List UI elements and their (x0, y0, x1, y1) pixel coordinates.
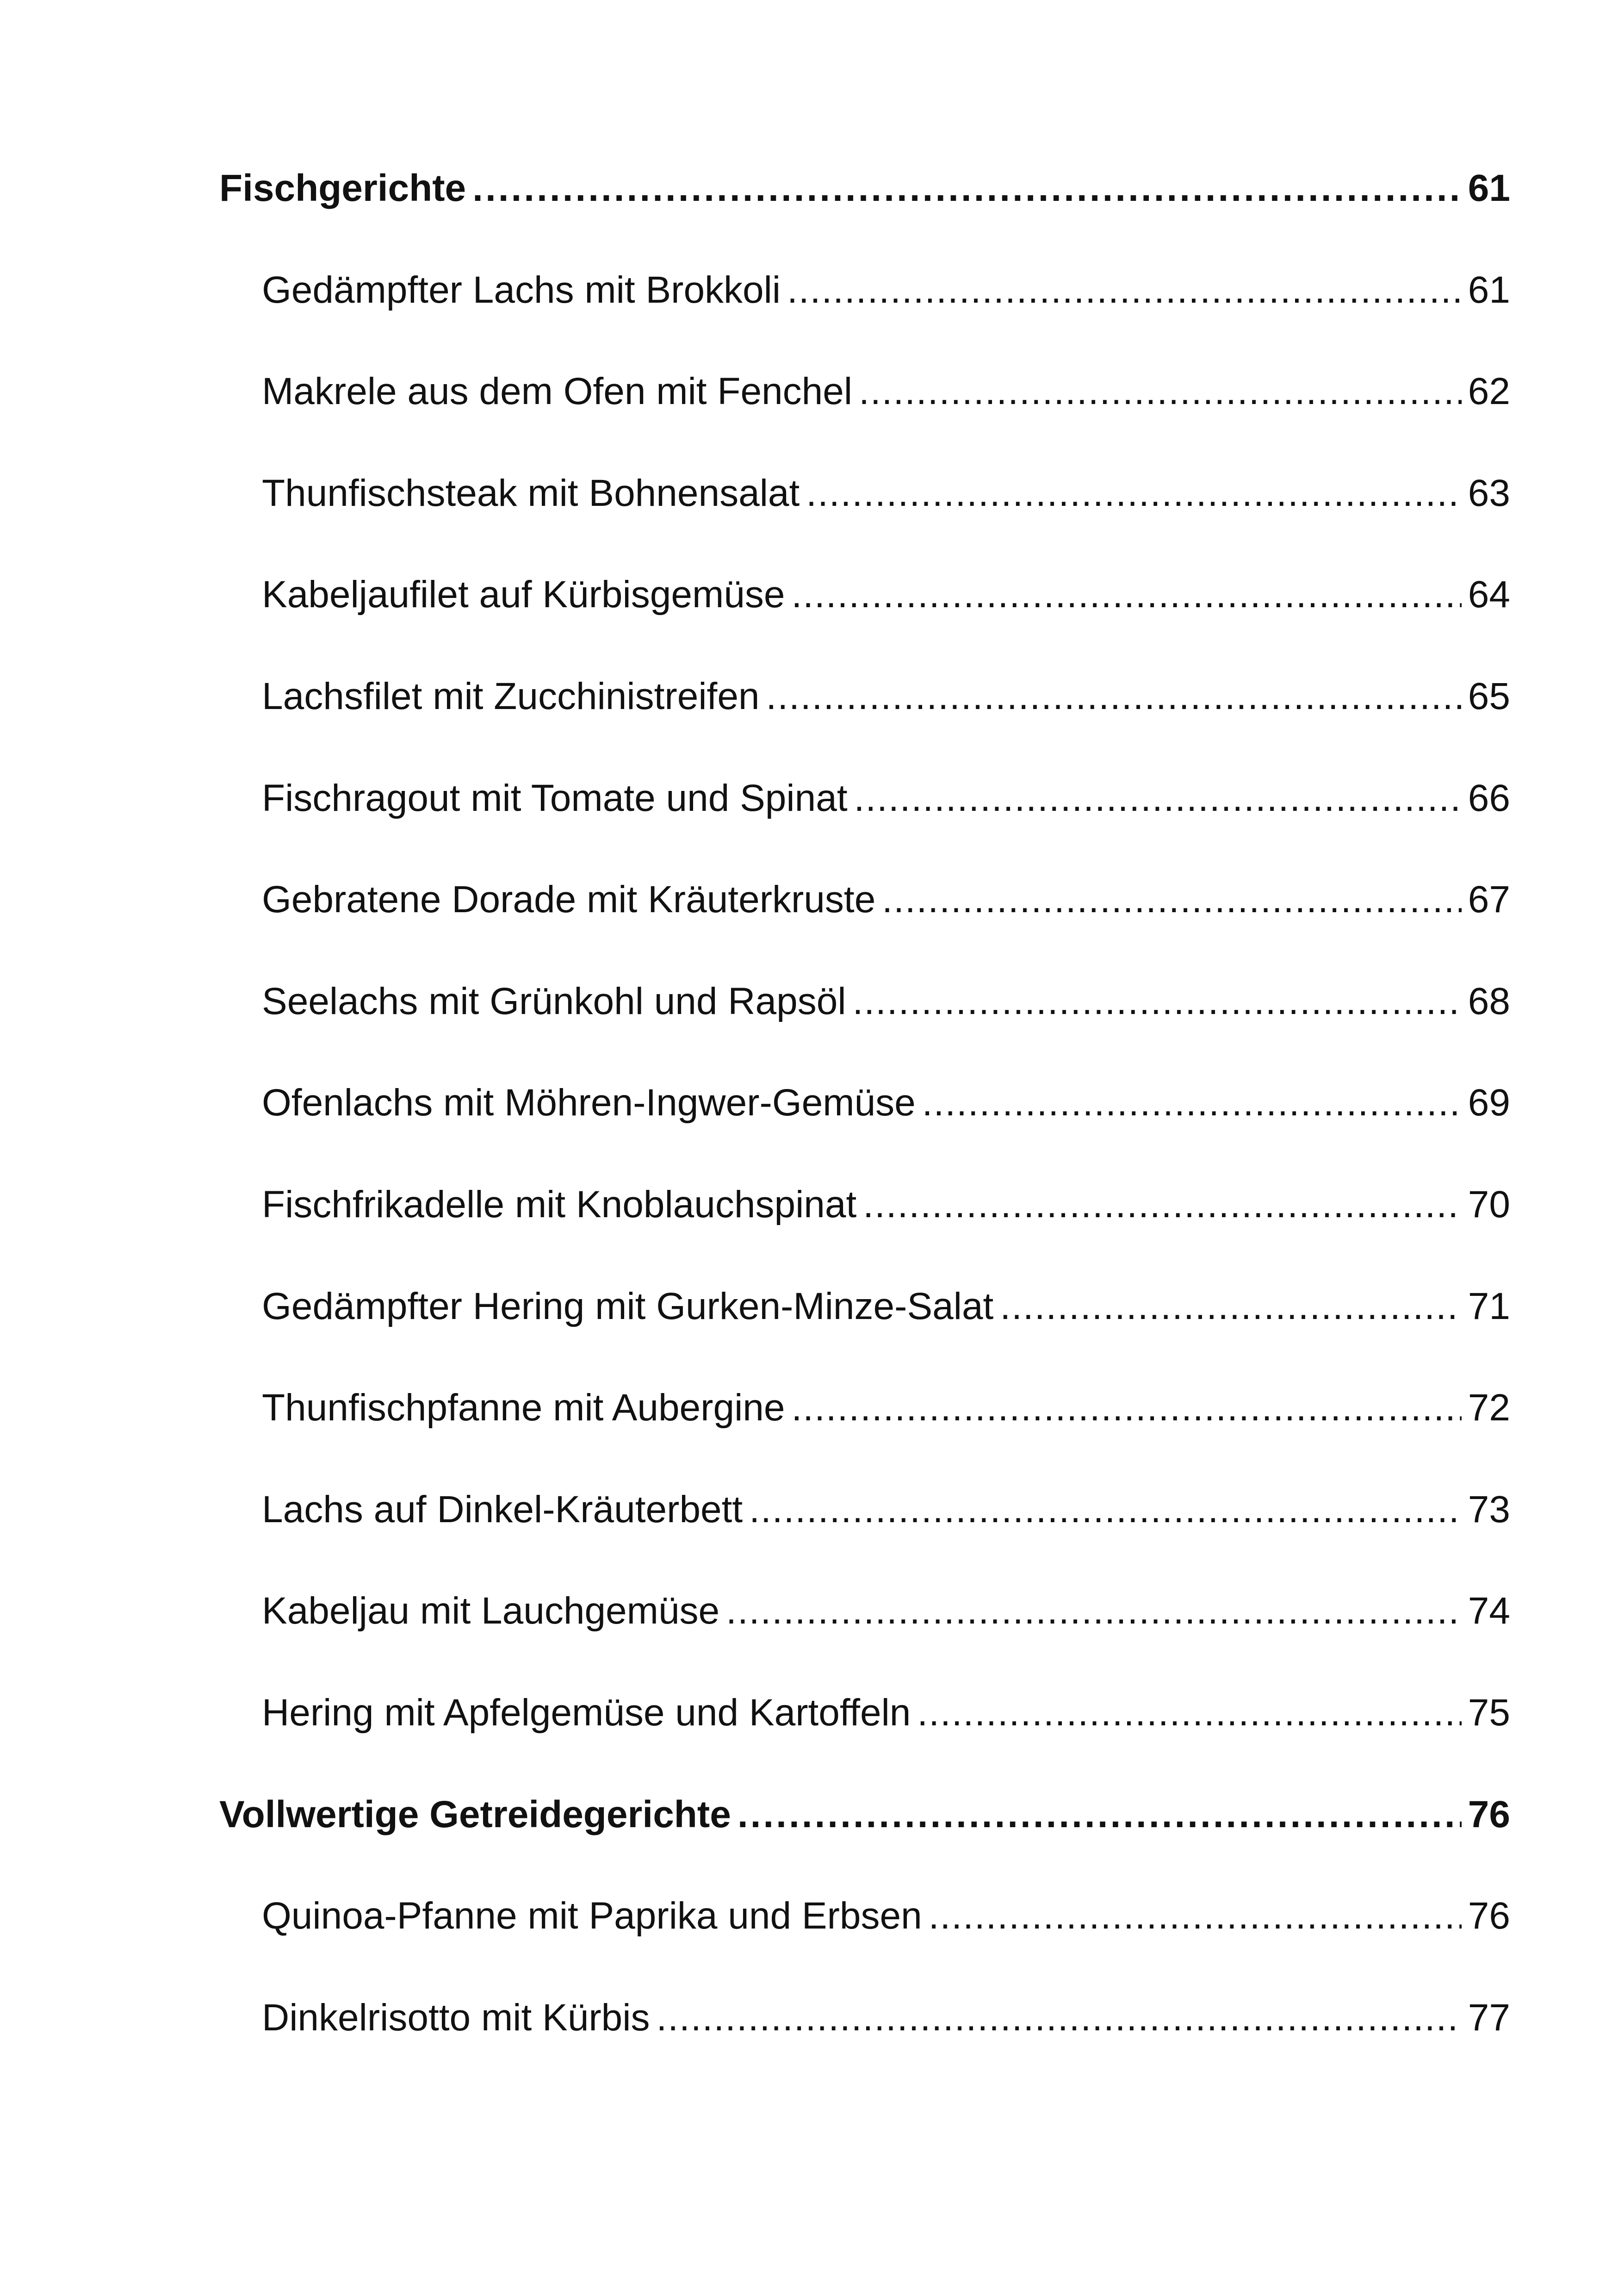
toc-entry-page: 77 (1468, 1996, 1510, 2039)
toc-entry-page: 72 (1468, 1387, 1510, 1429)
dot-leader (791, 573, 1461, 616)
toc-entry-title: Seelachs mit Grünkohl und Rapsöl (262, 980, 846, 1022)
toc-recipe-entry[interactable] (219, 1589, 1510, 1691)
toc-entry-title: Makrele aus dem Ofen mit Fenchel (262, 370, 853, 413)
dot-leader (806, 472, 1461, 515)
toc-entry-title: Gebratene Dorade mit Kräuterkruste (262, 878, 876, 921)
dot-leader (859, 370, 1462, 413)
dot-leader (929, 1894, 1462, 1938)
dot-leader (749, 1488, 1462, 1531)
dot-leader (854, 777, 1462, 820)
dot-leader (656, 1996, 1461, 2040)
toc-entry-title: Ofenlachs mit Möhren-Ingwer-Gemüse (262, 1082, 916, 1124)
toc-section-entry[interactable] (219, 167, 1510, 268)
toc-entry-page: 73 (1468, 1488, 1510, 1531)
toc-entry-title: Dinkelrisotto mit Kürbis (262, 1996, 650, 2039)
toc-entry-page: 61 (1468, 268, 1510, 311)
toc-recipe-entry[interactable] (219, 268, 1510, 370)
toc-entry-title: Hering mit Apfelgemüse und Kartoffeln (262, 1691, 911, 1734)
toc-entry-title: Fischgerichte (219, 167, 466, 209)
toc-recipe-entry[interactable] (219, 878, 1510, 980)
toc-entry-page: 64 (1468, 573, 1510, 616)
toc-entry-page: 71 (1468, 1285, 1510, 1327)
toc-entry-title: Kabeljau mit Lauchgemüse (262, 1590, 720, 1632)
toc-recipe-entry[interactable] (219, 1691, 1510, 1793)
toc-recipe-entry[interactable] (219, 472, 1510, 573)
toc-entry-page: 67 (1468, 878, 1510, 921)
toc-entry-title: Thunfischpfanne mit Aubergine (262, 1387, 785, 1429)
dot-leader (726, 1589, 1462, 1633)
table-of-contents (219, 167, 1510, 2097)
dot-leader (766, 675, 1462, 718)
toc-entry-title: Vollwertige Getreidegerichte (219, 1793, 731, 1836)
toc-recipe-entry[interactable] (219, 777, 1510, 878)
dot-leader (853, 980, 1462, 1023)
toc-recipe-entry[interactable] (219, 1285, 1510, 1387)
toc-entry-page: 68 (1468, 980, 1510, 1022)
dot-leader (1000, 1285, 1461, 1328)
toc-recipe-entry[interactable] (219, 1386, 1510, 1488)
toc-entry-title: Lachs auf Dinkel-Kräuterbett (262, 1488, 743, 1531)
toc-entry-page: 62 (1468, 370, 1510, 413)
toc-entry-page: 63 (1468, 472, 1510, 514)
dot-leader (472, 167, 1462, 210)
toc-section-entry[interactable] (219, 1793, 1510, 1895)
dot-leader (917, 1691, 1461, 1735)
toc-entry-page: 70 (1468, 1183, 1510, 1226)
toc-entry-title: Fischragout mit Tomate und Spinat (262, 777, 848, 819)
dot-leader (922, 1081, 1462, 1125)
dot-leader (787, 268, 1462, 312)
toc-recipe-entry[interactable] (219, 1996, 1510, 2098)
toc-recipe-entry[interactable] (219, 573, 1510, 675)
toc-entry-title: Fischfrikadelle mit Knoblauchspinat (262, 1183, 857, 1226)
toc-entry-page: 61 (1468, 167, 1510, 209)
toc-entry-title: Lachsfilet mit Zucchinistreifen (262, 675, 760, 717)
dot-leader (792, 1386, 1462, 1430)
toc-recipe-entry[interactable] (219, 980, 1510, 1082)
toc-entry-page: 66 (1468, 777, 1510, 819)
toc-recipe-entry[interactable] (219, 370, 1510, 472)
toc-entry-title: Gedämpfter Lachs mit Brokkoli (262, 268, 781, 311)
toc-entry-title: Quinoa-Pfanne mit Paprika und Erbsen (262, 1895, 922, 1937)
toc-recipe-entry[interactable] (219, 675, 1510, 777)
toc-entry-page: 65 (1468, 675, 1510, 717)
toc-entry-page: 75 (1468, 1691, 1510, 1734)
toc-recipe-entry[interactable] (219, 1081, 1510, 1183)
toc-entry-page: 76 (1468, 1793, 1510, 1836)
toc-entry-page: 76 (1468, 1895, 1510, 1937)
dot-leader (738, 1793, 1462, 1836)
toc-recipe-entry[interactable] (219, 1183, 1510, 1285)
dot-leader (863, 1183, 1461, 1226)
toc-entry-title: Thunfischsteak mit Bohnensalat (262, 472, 800, 514)
toc-recipe-entry[interactable] (219, 1894, 1510, 1996)
dot-leader (882, 878, 1461, 921)
toc-entry-title: Gedämpfter Hering mit Gurken-Minze-Salat (262, 1285, 994, 1327)
toc-entry-page: 69 (1468, 1082, 1510, 1124)
toc-entry-title: Kabeljaufilet auf Kürbisgemüse (262, 573, 785, 616)
toc-entry-page: 74 (1468, 1590, 1510, 1632)
toc-recipe-entry[interactable] (219, 1488, 1510, 1590)
